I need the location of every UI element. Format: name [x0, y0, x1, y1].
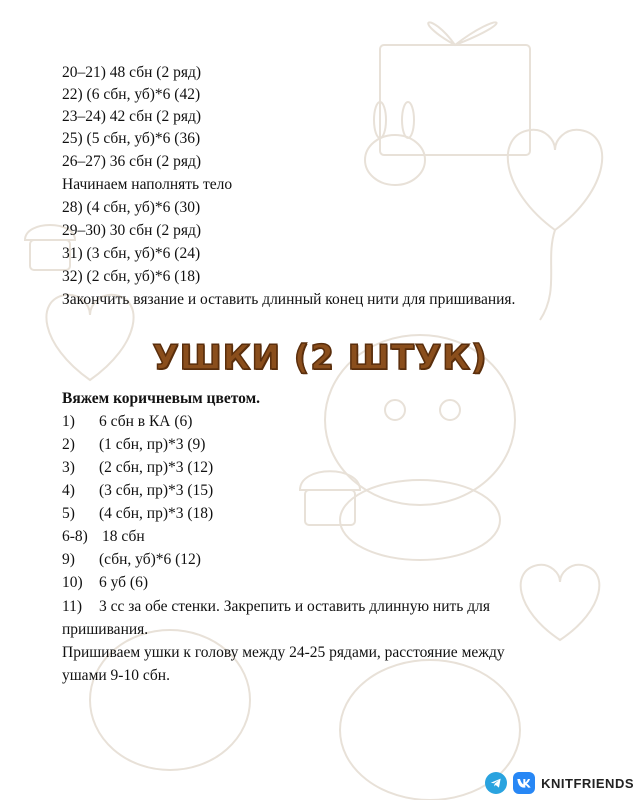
instruction-line: 32) (2 сбн, уб)*6 (18) — [62, 268, 201, 285]
step-number: 6-8) — [62, 528, 88, 545]
step-number: 2) — [62, 436, 75, 453]
step-text: 6 сбн в КА (6) — [99, 413, 193, 430]
attach-instruction: ушами 9-10 сбн. — [62, 667, 170, 684]
instruction-line: 31) (3 сбн, уб)*6 (24) — [62, 245, 201, 262]
step-text: 18 сбн — [102, 528, 145, 545]
instruction-line: 26–27) 36 сбн (2 ряд) — [62, 153, 202, 170]
brand-name: KNITFRIENDS — [541, 775, 634, 791]
step-number: 1) — [62, 413, 75, 430]
step-number: 11) — [62, 598, 83, 615]
instruction-line: 28) (4 сбн, уб)*6 (30) — [62, 199, 201, 216]
step-number: 9) — [62, 551, 75, 568]
step-text: (3 сбн, пр)*3 (15) — [99, 482, 214, 499]
step-row — [62, 434, 205, 456]
step-row — [62, 549, 201, 571]
step-row — [62, 596, 490, 618]
step-text: (4 сбн, пр)*3 (18) — [99, 505, 214, 522]
instruction-line: Закончить вязание и оставить длинный конец нити для пришивания. — [62, 291, 516, 308]
step-text: (2 сбн, пр)*3 (12) — [99, 459, 214, 476]
step-row — [62, 572, 148, 594]
step-text: 3 сс за обе стенки. Закрепить и оставить длинную нить для — [99, 598, 490, 615]
vk-icon[interactable] — [513, 772, 535, 794]
instruction-line: 29–30) 30 сбн (2 ряд) — [62, 222, 202, 239]
instruction-line: 23–24) 42 сбн (2 ряд) — [62, 108, 202, 125]
instruction-line: 20–21) 48 сбн (2 ряд) — [62, 64, 202, 81]
instruction-line: 25) (5 сбн, уб)*6 (36) — [62, 130, 201, 147]
instruction-line: Начинаем наполнять тело — [62, 176, 233, 193]
section-title: УШКИ (2 ШТУК) — [152, 338, 488, 378]
step-number: 5) — [62, 505, 75, 522]
step-number: 4) — [62, 482, 75, 499]
step-row — [62, 480, 213, 502]
step-number: 10) — [62, 574, 83, 591]
step-text: 6 уб (6) — [99, 574, 149, 591]
step-number: 3) — [62, 459, 75, 476]
attach-instruction: Пришиваем ушки к голову между 24-25 рядами, расстояние между — [62, 644, 505, 661]
step-row — [62, 411, 192, 433]
step-continuation: пришивания. — [62, 621, 149, 638]
step-text: (1 сбн, пр)*3 (9) — [99, 436, 206, 453]
step-text: (сбн, уб)*6 (12) — [99, 551, 201, 568]
color-note: Вяжем коричневым цветом. — [62, 390, 261, 407]
telegram-icon[interactable] — [485, 772, 507, 794]
step-row — [62, 503, 213, 525]
footer-brand — [485, 772, 634, 794]
instruction-line: 22) (6 сбн, уб)*6 (42) — [62, 86, 201, 103]
step-row — [62, 457, 213, 479]
step-row — [62, 526, 145, 548]
